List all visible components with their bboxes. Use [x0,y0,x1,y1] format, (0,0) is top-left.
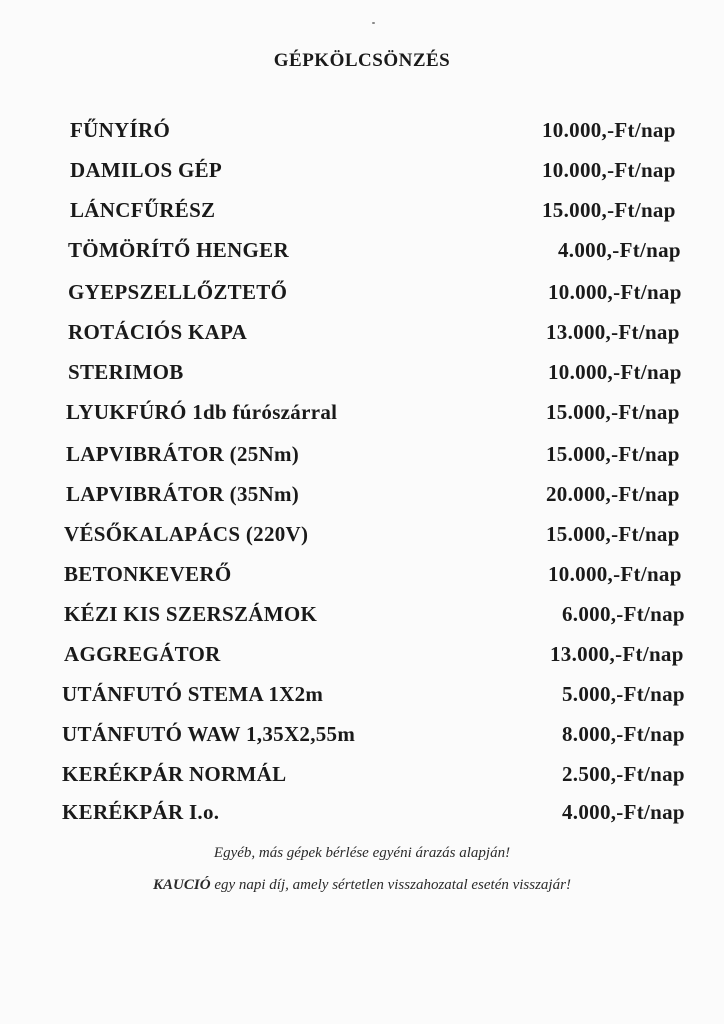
list-item [0,642,724,672]
item-name: KERÉKPÁR I.o. [62,800,220,824]
list-item [0,602,724,632]
item-price: 10.000,-Ft/nap [548,280,682,304]
item-price: 2.500,-Ft/nap [562,762,685,786]
item-name: BETONKEVERŐ [64,562,232,586]
item-price: 10.000,-Ft/nap [548,562,682,586]
item-price: 20.000,-Ft/nap [546,482,680,506]
item-price: 15.000,-Ft/nap [546,442,680,466]
item-price: 15.000,-Ft/nap [542,198,676,222]
item-name: KÉZI KIS SZERSZÁMOK [64,602,318,626]
list-item [0,238,724,268]
list-item [0,562,724,592]
deposit-note [0,877,724,894]
list-item [0,522,724,552]
list-item [0,198,724,228]
list-item [0,800,724,830]
item-name: LAPVIBRÁTOR (25Nm) [66,442,300,466]
item-name: FŰNYÍRÓ [70,118,171,142]
list-item [0,118,724,148]
list-item [0,442,724,472]
item-name: DAMILOS GÉP [70,158,223,182]
item-price: 15.000,-Ft/nap [546,400,680,424]
item-price: 10.000,-Ft/nap [542,158,676,182]
item-name: VÉSŐKALAPÁCS (220V) [64,522,309,546]
item-price: 10.000,-Ft/nap [542,118,676,142]
item-price: 15.000,-Ft/nap [546,522,680,546]
item-price: 13.000,-Ft/nap [546,320,680,344]
item-name: LAPVIBRÁTOR (35Nm) [66,482,300,506]
list-item [0,482,724,512]
page-title: GÉPKÖLCSÖNZÉS [273,50,451,71]
item-price: 5.000,-Ft/nap [562,682,685,706]
item-name: UTÁNFUTÓ STEMA 1X2m [62,682,324,706]
item-name: STERIMOB [68,360,184,384]
paper-speck [372,22,375,24]
list-item [0,158,724,188]
item-name: UTÁNFUTÓ WAW 1,35X2,55m [62,722,356,746]
item-name: KERÉKPÁR NORMÁL [62,762,287,786]
other-machines-note: Egyéb, más gépek bérlése egyéni árazás alapján! [213,845,511,861]
item-price: 4.000,-Ft/nap [562,800,685,824]
list-item [0,320,724,350]
item-name: LYUKFÚRÓ 1db fúrószárral [66,400,338,424]
list-item [0,360,724,390]
list-item [0,280,724,310]
item-price: 6.000,-Ft/nap [562,602,685,626]
item-name: ROTÁCIÓS KAPA [68,320,248,344]
list-item [0,682,724,712]
item-price: 13.000,-Ft/nap [550,642,684,666]
item-price: 8.000,-Ft/nap [562,722,685,746]
list-item [0,400,724,430]
item-name: GYEPSZELLŐZTETŐ [68,280,288,304]
item-name: LÁNCFŰRÉSZ [70,198,216,222]
deposit-label: KAUCIÓ [153,877,211,893]
list-item [0,722,724,752]
item-price: 10.000,-Ft/nap [548,360,682,384]
list-item [0,762,724,792]
item-name: TÖMÖRÍTŐ HENGER [68,238,289,262]
item-price: 4.000,-Ft/nap [558,238,681,262]
deposit-text: egy napi díj, amely sértetlen visszahozatal esetén visszajár! [210,877,571,893]
item-name: AGGREGÁTOR [64,642,221,666]
